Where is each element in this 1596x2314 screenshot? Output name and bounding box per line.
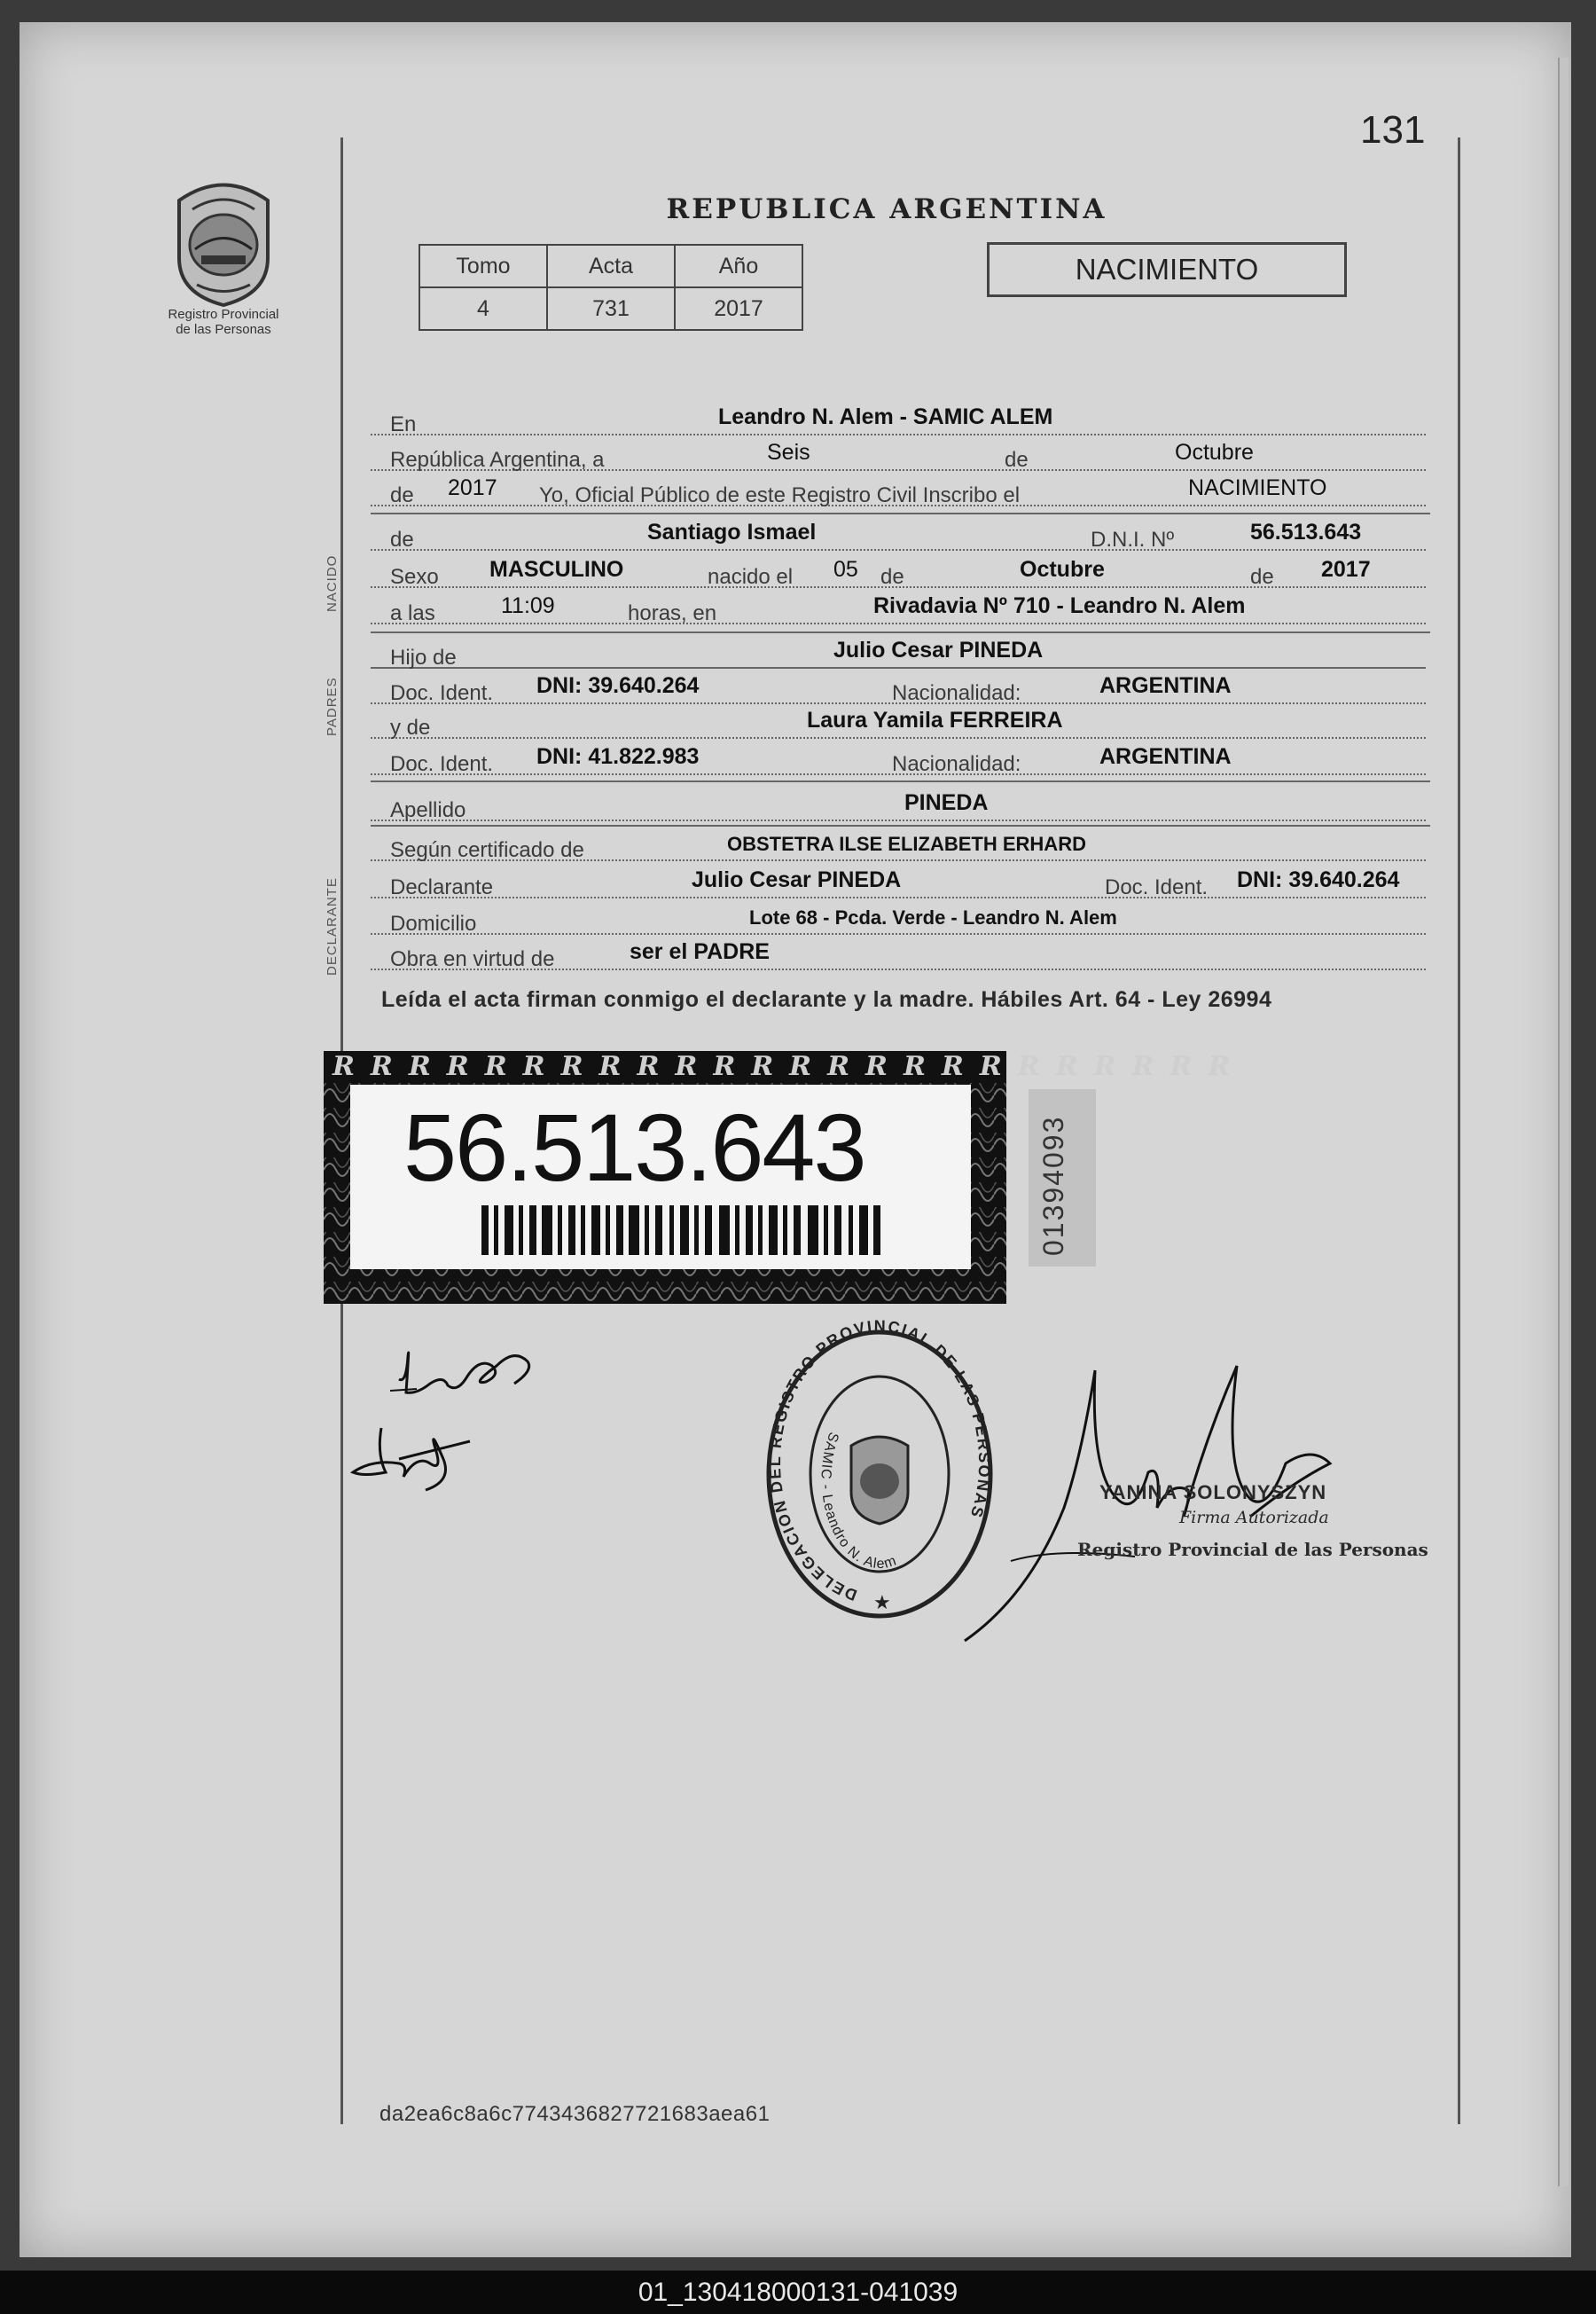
scan-footer-id: 01_130418000131-041039 xyxy=(0,2271,1596,2314)
side-label-nacido: NACIDO xyxy=(325,554,340,612)
row-address xyxy=(371,903,1426,937)
authority-role: Firma Autorizada xyxy=(1179,1508,1329,1527)
value-declarant-dni: DNI: 39.640.264 xyxy=(1237,867,1400,892)
reference-table xyxy=(419,244,803,331)
document-title: REPUBLICA ARGENTINA xyxy=(666,193,1107,225)
row-time-place xyxy=(371,592,1426,626)
label-de-3: de xyxy=(390,528,414,552)
control-number-sticker xyxy=(1029,1089,1096,1267)
value-address: Lote 68 - Pcda. Verde - Leandro N. Alem xyxy=(749,906,1117,929)
row-en xyxy=(371,404,1426,437)
label-nacido: nacido el xyxy=(708,565,794,589)
value-mother-dni: DNI: 41.822.983 xyxy=(536,744,700,769)
row-date xyxy=(371,439,1426,473)
mother-signature xyxy=(346,1410,488,1499)
side-label-padres: PADRES xyxy=(325,677,340,736)
label-nacionalidad: Nacionalidad: xyxy=(892,681,1021,705)
ref-header-tomo: Tomo xyxy=(419,245,547,287)
ref-value-acta: 731 xyxy=(547,287,675,330)
seal-inner-text: SAMIC - Leandro N. Alem xyxy=(818,1430,899,1573)
value-birth-place: Rivadavia Nº 710 - Leandro N. Alem xyxy=(873,593,1246,618)
seal-ring-text: DELEGACION DEL REGISTRO PROVINCIAL DE LAS PERSONAS xyxy=(765,1316,994,1604)
row-mother-doc xyxy=(371,743,1426,777)
label-declarante: Declarante xyxy=(390,875,494,899)
label-horas: horas, en xyxy=(628,601,717,625)
page-edge xyxy=(1558,58,1569,2186)
label-hijo: Hijo de xyxy=(390,646,457,670)
label-republica: República Argentina, a xyxy=(390,448,605,472)
label-de-1: de xyxy=(1005,448,1029,472)
section-divider xyxy=(371,513,1430,514)
label-declarant-doc: Doc. Ident. xyxy=(1105,875,1209,899)
label-doc-ident: Doc. Ident. xyxy=(390,752,494,776)
value-declarant-name: Julio Cesar PINEDA xyxy=(692,867,902,892)
dni-big-number: 56.513.643 xyxy=(403,1094,865,1201)
value-surname: PINEDA xyxy=(904,790,989,815)
control-number: 01394093 xyxy=(1037,1115,1069,1256)
svg-text:★: ★ xyxy=(873,1591,891,1613)
value-certificate-by: OBSTETRA ILSE ELIZABETH ERHARD xyxy=(727,833,1086,855)
value-mother-name: Laura Yamila FERREIRA xyxy=(807,708,1063,733)
document-type-box: NACIMIENTO xyxy=(987,242,1347,297)
value-day: Seis xyxy=(767,440,810,465)
value-mother-nationality: ARGENTINA xyxy=(1099,744,1232,769)
row-surname xyxy=(371,789,1426,823)
label-de-4: de xyxy=(880,565,904,589)
label-y-de: y de xyxy=(390,716,431,740)
ref-header-ano: Año xyxy=(675,245,802,287)
row-capacity xyxy=(371,938,1426,972)
value-place-registration: Leandro N. Alem - SAMIC ALEM xyxy=(718,404,1053,429)
row-father xyxy=(371,637,1426,671)
label-sexo: Sexo xyxy=(390,565,439,589)
row-declarant xyxy=(371,867,1426,900)
value-act: NACIMIENTO xyxy=(1188,475,1327,500)
ref-value-ano: 2017 xyxy=(675,287,802,330)
province-emblem-icon xyxy=(170,174,277,307)
label-en: En xyxy=(390,412,417,436)
section-divider xyxy=(371,780,1430,782)
ref-header-acta: Acta xyxy=(547,245,675,287)
value-month: Octubre xyxy=(1175,440,1254,465)
value-father-dni: DNI: 39.640.264 xyxy=(536,673,700,698)
security-strip: RRRRRRRRRRRRRRRRRRRRRRRR xyxy=(324,1051,1006,1083)
label-apellido: Apellido xyxy=(390,798,466,822)
value-birth-month: Octubre xyxy=(1020,557,1105,582)
label-dni: D.N.I. Nº xyxy=(1091,528,1175,552)
ref-value-tomo: 4 xyxy=(419,287,547,330)
label-nacionalidad: Nacionalidad: xyxy=(892,752,1021,776)
logo-caption-2: de las Personas xyxy=(176,322,271,337)
value-birth-time: 11:09 xyxy=(501,593,555,618)
declarant-signature xyxy=(381,1330,550,1410)
authority-org: Registro Provincial de las Personas xyxy=(1077,1539,1428,1560)
row-year xyxy=(371,475,1426,508)
value-capacity: ser el PADRE xyxy=(630,939,770,964)
row-certificate xyxy=(371,829,1426,863)
dni-label-inner xyxy=(350,1085,971,1269)
row-mother xyxy=(371,707,1426,741)
row-sex-birth xyxy=(371,556,1426,590)
value-sex: MASCULINO xyxy=(489,557,624,582)
value-child-name: Santiago Ismael xyxy=(647,520,817,545)
value-father-name: Julio Cesar PINEDA xyxy=(833,638,1044,663)
section-divider xyxy=(371,825,1430,827)
registry-logo xyxy=(153,174,294,337)
right-margin-line xyxy=(1458,137,1460,2124)
label-de-2: de xyxy=(390,483,414,507)
value-child-dni: 56.513.643 xyxy=(1250,520,1362,545)
section-divider xyxy=(371,631,1430,633)
seal-emblem-icon xyxy=(851,1437,908,1524)
label-doc-ident: Doc. Ident. xyxy=(390,681,494,705)
label-de-5: de xyxy=(1250,565,1274,589)
value-year: 2017 xyxy=(448,475,497,500)
label-oficial: Yo, Oficial Público de este Registro Civil Inscribo el xyxy=(539,483,1021,507)
value-father-nationality: ARGENTINA xyxy=(1099,673,1232,698)
row-father-doc xyxy=(371,672,1426,706)
side-label-declarante: DECLARANTE xyxy=(325,877,340,976)
folio-number: 131 xyxy=(1360,108,1426,152)
logo-caption-1: Registro Provincial xyxy=(168,307,279,322)
value-birth-year: 2017 xyxy=(1321,557,1371,582)
barcode xyxy=(481,1205,889,1255)
authority-name: YANINA SOLONYSZYN xyxy=(1099,1481,1327,1503)
label-segun: Según certificado de xyxy=(390,838,584,862)
value-birth-day: 05 xyxy=(833,557,858,582)
label-domicilio: Domicilio xyxy=(390,912,477,936)
closing-note: Leída el acta firman conmigo el declarante y la madre. Hábiles Art. 64 - Ley 26994 xyxy=(381,987,1272,1012)
label-alas: a las xyxy=(390,601,435,625)
label-obra: Obra en virtud de xyxy=(390,947,555,971)
row-name xyxy=(371,519,1426,553)
document-hash: da2ea6c8a6c7743436827721683aea61 xyxy=(379,2102,771,2126)
